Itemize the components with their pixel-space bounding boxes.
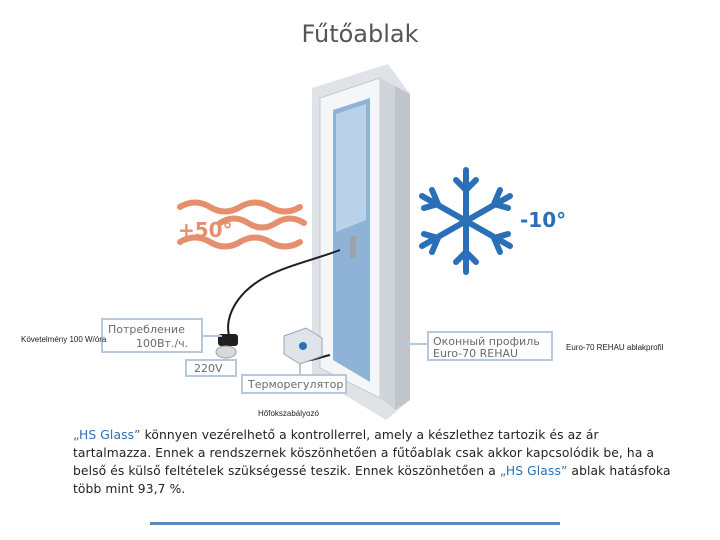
power-plug-icon xyxy=(216,334,238,358)
slide-title: Fűtőablak xyxy=(301,20,419,48)
svg-text:Потребление: Потребление xyxy=(108,323,185,336)
paragraph-text: ablak hatásfoka több mint 93,7 %. xyxy=(73,464,671,496)
svg-text:Оконный профиль: Оконный профиль xyxy=(433,335,540,348)
footer-divider xyxy=(150,522,560,525)
svg-text:Терморегулятор: Терморегулятор xyxy=(248,378,344,391)
description-paragraph xyxy=(73,426,673,498)
profile-callout xyxy=(396,332,552,360)
svg-text:Euro-70 REHAU: Euro-70 REHAU xyxy=(433,347,519,360)
heat-temperature: +50° xyxy=(178,218,233,242)
product-name: „HS Glass” xyxy=(499,464,568,478)
thermostat-label: Hőfokszabályozó xyxy=(258,409,319,418)
svg-text:220V: 220V xyxy=(194,362,223,375)
product-name: „HS Glass” xyxy=(73,428,141,442)
cold-temperature: -10° xyxy=(520,208,567,232)
profile-label: Euro-70 REHAU ablakprofil xyxy=(566,343,664,352)
window-frame xyxy=(312,64,410,420)
svg-text:100Вт./ч.: 100Вт./ч. xyxy=(136,337,189,350)
snowflake-icon xyxy=(422,170,510,272)
voltage-callout xyxy=(186,358,236,376)
paragraph-text: könnyen vezérelhető a kontrollerrel, amely a készlethez tartozik és az ár tartalmazza. Ennek a rendszernek köszönhetően a fűtőablak csak akkor kapcsolódik be, ha a belső és külső feltételek szükségessé teszik. Ennek köszönhetően a xyxy=(73,428,655,478)
consumption-label: Követelmény 100 W/óra xyxy=(21,335,107,344)
consumption-callout xyxy=(102,319,222,352)
